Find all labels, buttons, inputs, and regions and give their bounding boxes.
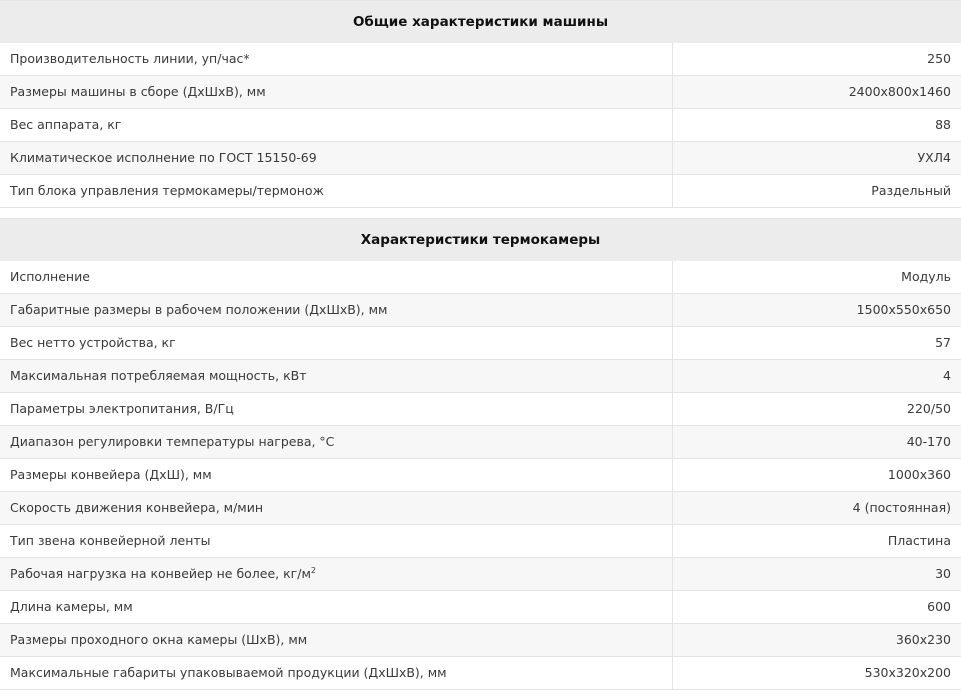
spec-label: Вес нетто устройства, кг [0, 327, 673, 359]
table-row [0, 459, 961, 492]
spec-label: Размеры проходного окна камеры (ШхВ), мм [0, 624, 673, 656]
section-rows [0, 261, 961, 690]
spec-value: УХЛ4 [917, 150, 951, 165]
spec-value: 4 [943, 368, 951, 383]
spec-value: 600 [927, 599, 951, 614]
table-row [0, 558, 961, 591]
spec-value: 530х320х200 [864, 665, 951, 680]
spec-value: Пластина [887, 533, 951, 548]
table-row [0, 175, 961, 208]
spec-value: 220/50 [907, 401, 951, 416]
spec-label: Рабочая нагрузка на конвейер не более, кг/м [10, 566, 311, 581]
table-row [0, 142, 961, 175]
spec-label: Тип блока управления термокамеры/термонож [0, 175, 673, 207]
table-row [0, 492, 961, 525]
spec-value: 360х230 [895, 632, 951, 647]
section-title: Общие характеристики машины [0, 0, 961, 43]
spec-label: Размеры конвейера (ДхШ), мм [0, 459, 673, 491]
spec-label: Диапазон регулировки температуры нагрева, °C [0, 426, 673, 458]
spec-label: Максимальная потребляемая мощность, кВт [0, 360, 673, 392]
spec-label: Параметры электропитания, В/Гц [0, 393, 673, 425]
spec-value: Раздельный [871, 183, 951, 198]
section-general [0, 0, 961, 208]
spec-value: Модуль [901, 269, 951, 284]
spec-value: 2400х800х1460 [848, 84, 951, 99]
spec-value: 1000х360 [887, 467, 951, 482]
spec-label: Габаритные размеры в рабочем положении (ДхШхВ), мм [0, 294, 673, 326]
spec-value: 30 [935, 566, 951, 581]
spec-label: Исполнение [0, 261, 673, 293]
spec-label-superscript: 2 [310, 565, 316, 575]
table-row [0, 360, 961, 393]
table-row [0, 657, 961, 690]
spec-label: Производительность линии, уп/час* [0, 43, 673, 75]
spec-value: 250 [927, 51, 951, 66]
spec-value: 40-170 [906, 434, 951, 449]
table-row [0, 43, 961, 76]
spec-label: Климатическое исполнение по ГОСТ 15150-69 [0, 142, 673, 174]
table-row [0, 426, 961, 459]
spec-value: 57 [935, 335, 951, 350]
section-thermo-chamber [0, 218, 961, 690]
section-title: Характеристики термокамеры [0, 218, 961, 261]
spec-label: Вес аппарата, кг [0, 109, 673, 141]
spec-label: Тип звена конвейерной ленты [0, 525, 673, 557]
spec-label-cell [0, 558, 673, 590]
table-row [0, 624, 961, 657]
table-row [0, 76, 961, 109]
table-row [0, 591, 961, 624]
table-row [0, 525, 961, 558]
table-row [0, 327, 961, 360]
section-rows [0, 43, 961, 208]
table-row [0, 294, 961, 327]
spec-value: 88 [935, 117, 951, 132]
spec-value: 1500х550х650 [856, 302, 951, 317]
spec-label: Длина камеры, мм [0, 591, 673, 623]
table-row [0, 261, 961, 294]
spec-label: Размеры машины в сборе (ДхШхВ), мм [0, 76, 673, 108]
spec-label: Максимальные габариты упаковываемой продукции (ДхШхВ), мм [0, 657, 673, 689]
table-row [0, 109, 961, 142]
spec-label: Скорость движения конвейера, м/мин [0, 492, 673, 524]
table-row [0, 393, 961, 426]
spec-value: 4 (постоянная) [852, 500, 951, 515]
